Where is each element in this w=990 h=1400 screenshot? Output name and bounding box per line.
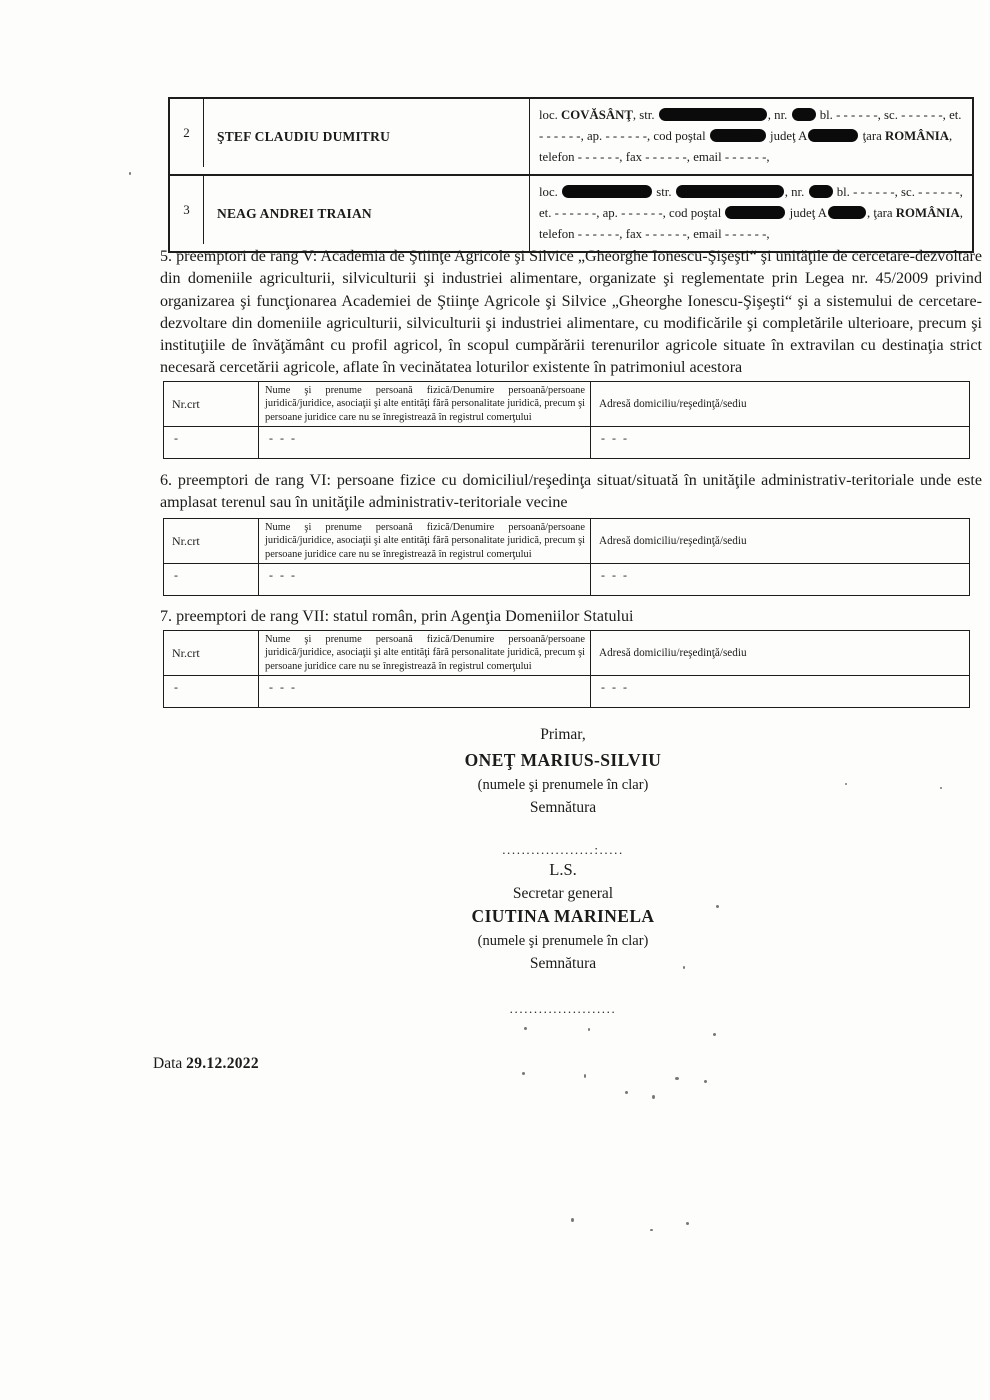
address-text: ROMÂNIA bbox=[884, 129, 949, 143]
data-cell: - - - bbox=[259, 427, 591, 458]
scan-speck bbox=[683, 966, 685, 969]
row-number-cell: 2 bbox=[170, 99, 204, 167]
address-text: judeţ A bbox=[786, 206, 828, 220]
rank7-paragraph: 7. preemptori de rang VII: statul român, prin Agenţia Domeniilor Statului bbox=[160, 608, 634, 625]
address-text: , ţara bbox=[867, 206, 896, 220]
scan-speck bbox=[686, 1222, 689, 1225]
redaction-bar bbox=[710, 129, 766, 142]
data-cell: - - - bbox=[601, 680, 629, 694]
header-cell-address: Adresă domiciliu/reşedinţă/sediu bbox=[599, 535, 747, 547]
data-cell: - - - bbox=[259, 676, 591, 707]
name-cell: NEAG ANDREI TRAIAN bbox=[204, 176, 530, 251]
rank6-table bbox=[163, 518, 970, 596]
redaction-bar bbox=[792, 108, 816, 121]
signature-label: Semnătura bbox=[529, 799, 597, 816]
data-cell: - bbox=[164, 676, 259, 707]
header-cell-name: Nume şi prenume persoană fizică/Denumire persoană/persoane juridică/juridice, asociaţii şi alte entităţi fără personalitate juridică, precum şi persoane juridice care nu se înregistrează în registrul comerţului bbox=[259, 519, 591, 563]
address-text: str. bbox=[653, 185, 675, 199]
redaction-bar bbox=[676, 185, 784, 198]
header-cell-address: Adresă domiciliu/reşedinţă/sediu bbox=[599, 398, 747, 410]
header-cell-nrcrt: Nr.crt bbox=[164, 519, 259, 563]
redaction-bar bbox=[808, 129, 858, 142]
data-cell: - bbox=[164, 564, 259, 595]
row-number-cell: 3 bbox=[170, 176, 204, 244]
address-text: , nr. bbox=[784, 185, 808, 199]
scan-speck bbox=[584, 1074, 586, 1078]
dotted-signature-line: ...................:..... bbox=[502, 842, 624, 857]
dotted-signature-line: ...................... bbox=[509, 1001, 617, 1016]
header-cell-name: Nume şi prenume persoană fizică/Denumire persoană/persoane juridică/juridice, asociaţii şi alte entităţi fără personalitate juridică, precum şi persoane juridice care nu se înregistrează în registrul comerţului bbox=[259, 631, 591, 675]
data-cell: - - - bbox=[259, 564, 591, 595]
scan-speck bbox=[845, 783, 847, 785]
scan-speck bbox=[675, 1077, 679, 1080]
address-text: bl. - - - - - -, sc. - - - - - -, et. - - - - - -, ap. - - - - - -, cod poştal bbox=[539, 185, 963, 220]
address-text: COVĂSÂNŢ bbox=[561, 108, 633, 122]
address-text: ţara bbox=[859, 129, 885, 143]
mayor-name: ONEŢ MARIUS-SILVIU bbox=[464, 750, 662, 770]
secretary-role-label: Secretar general bbox=[512, 885, 614, 902]
data-cell: - - - bbox=[601, 431, 629, 445]
scan-speck bbox=[522, 1072, 525, 1075]
secretary-name: CIUTINA MARINELA bbox=[471, 906, 655, 926]
address-cell bbox=[530, 176, 972, 251]
scan-speck bbox=[704, 1080, 707, 1083]
mayor-role-label: Primar, bbox=[540, 726, 586, 743]
rank6-paragraph: 6. preemptori de rang VI: persoane fizice cu domiciliul/reşedinţa situat/situată în unităţile administrativ-teritoriale unde este amplasat terenul sau în unităţile administrativ-teritoriale vecine bbox=[160, 472, 982, 512]
redaction-bar bbox=[562, 185, 652, 198]
address-text: loc. bbox=[539, 185, 562, 199]
address-text: judeţ A bbox=[766, 129, 808, 143]
scan-speck bbox=[650, 1229, 653, 1231]
rank5-table bbox=[163, 381, 970, 459]
data-cell: - bbox=[164, 427, 259, 458]
clarification-note: (numele şi prenumele în clar) bbox=[477, 777, 649, 793]
address-text: , str. bbox=[632, 108, 658, 122]
address-text: ROMÂNIA bbox=[895, 206, 960, 220]
scan-speck bbox=[524, 1027, 527, 1030]
table-row bbox=[170, 99, 972, 174]
table-header-row bbox=[164, 382, 969, 427]
redaction-bar bbox=[659, 108, 767, 121]
redaction-bar bbox=[725, 206, 785, 219]
table-empty-row bbox=[164, 564, 969, 595]
data-cell: - - - bbox=[601, 568, 629, 582]
date-label: Data bbox=[153, 1055, 187, 1072]
address-cell bbox=[530, 99, 972, 174]
address-text: , telefon - - - - - -, fax - - - - - -, email - - - - - -, bbox=[539, 129, 953, 164]
date-value: 29.12.2022 bbox=[186, 1055, 259, 1072]
scan-speck bbox=[652, 1095, 655, 1099]
rank7-table bbox=[163, 630, 970, 708]
table-header-row bbox=[164, 519, 969, 564]
scan-speck bbox=[716, 905, 719, 908]
redaction-bar bbox=[828, 206, 866, 219]
scan-speck bbox=[713, 1033, 716, 1036]
address-text: , nr. bbox=[767, 108, 791, 122]
scan-speck bbox=[571, 1218, 574, 1222]
header-cell-nrcrt: Nr.crt bbox=[164, 382, 259, 426]
signature-label: Semnătura bbox=[529, 955, 597, 972]
header-cell-address: Adresă domiciliu/reşedinţă/sediu bbox=[599, 647, 747, 659]
address-text: loc. bbox=[539, 108, 562, 122]
clarification-note: (numele şi prenumele în clar) bbox=[477, 933, 649, 949]
scan-speck bbox=[940, 787, 942, 789]
rank5-paragraph: 5. preemptori de rang V: Academia de Ştiinţe Agricole şi Silvice „Gheorghe Ionescu-Şişeşti“ şi unităţile de cercetare-dezvoltare din domeniile agriculturii, silviculturii şi industriei alimentare, organizate şi reglementate prin Legea nr. 45/2009 privind organizarea şi funcţionarea Academiei de Ştiinţe Agricole şi Silvice „Gheorghe Ionescu-Şişeşti“ şi a sistemului de cercetare-dezvoltare din domeniile agriculturii, silviculturii şi industriei alimentare, cu modificările şi completările ulterioare, precum şi instituţiile de învăţământ cu profil agricol, în scopul cumpărării terenurilor agricole situate în extravilan cu destinaţia strict necesară cercetării agricole, aflate în vecinătatea loturilor existente în patrimoniul acestora bbox=[160, 248, 982, 377]
address-text: bl. - - - - - -, sc. - - - - - -, et. - - - - - -, ap. - - - - - -, cod poştal bbox=[539, 108, 962, 143]
redaction-bar bbox=[809, 185, 833, 198]
table-row bbox=[170, 174, 972, 251]
name-cell: ŞTEF CLAUDIU DUMITRU bbox=[204, 99, 530, 174]
header-cell-nrcrt: Nr.crt bbox=[164, 631, 259, 675]
table-empty-row bbox=[164, 676, 969, 707]
table-header-row bbox=[164, 631, 969, 676]
participants-table bbox=[168, 97, 974, 253]
table-empty-row bbox=[164, 427, 969, 458]
address-text: , telefon - - - - - -, fax - - - - - -, email - - - - - -, bbox=[539, 206, 963, 241]
signature-area bbox=[363, 726, 763, 1016]
scan-speck bbox=[129, 172, 131, 175]
header-cell-name: Nume şi prenume persoană fizică/Denumire persoană/persoane juridică/juridice, asociaţii şi alte entităţi fără personalitate juridică, precum şi persoane juridice care nu se înregistrează în registrul comerţului bbox=[259, 382, 591, 426]
seal-label: L.S. bbox=[549, 860, 577, 879]
scan-speck bbox=[625, 1091, 628, 1094]
date-line bbox=[153, 1055, 259, 1073]
scan-speck bbox=[588, 1028, 590, 1031]
